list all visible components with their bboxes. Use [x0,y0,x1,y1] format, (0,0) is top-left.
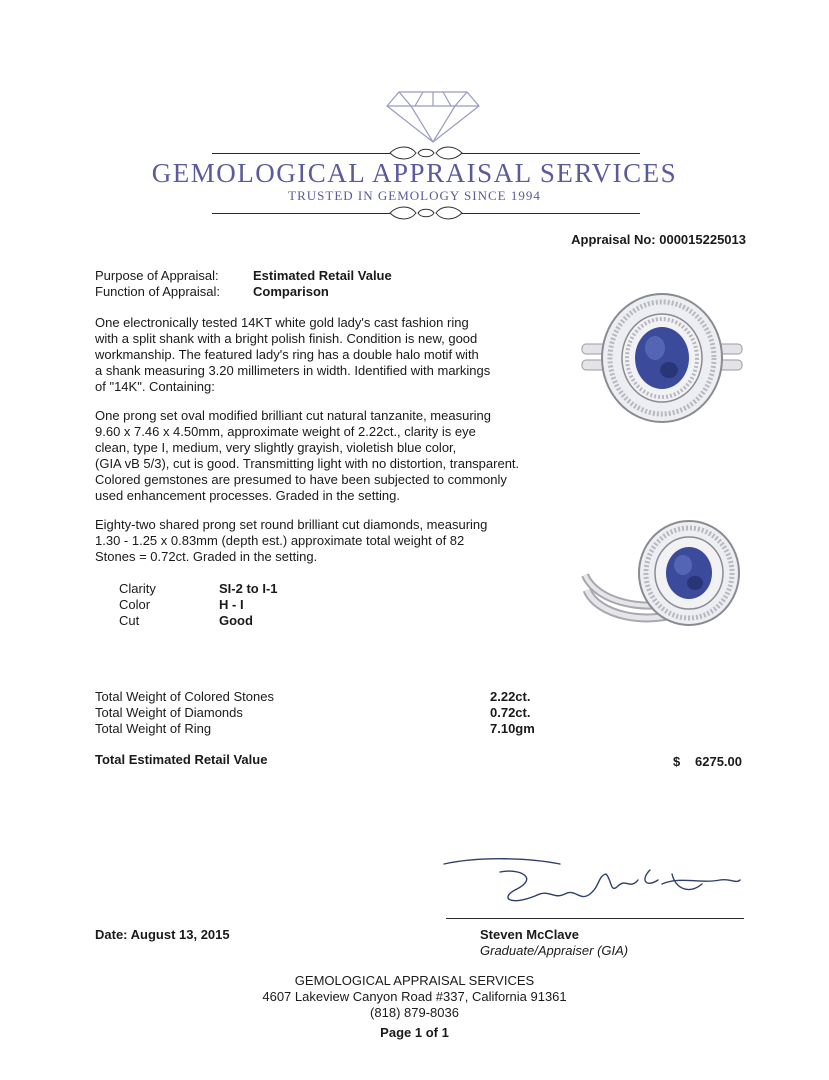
grade-label: Color [119,597,151,612]
ring-line: a shank measuring 3.20 millimeters in width. Identified with markings [95,363,491,378]
footer [0,973,829,1041]
signature-line [446,918,744,919]
total-label: Total Weight of Colored Stones [95,689,274,704]
total-label: Total Weight of Diamonds [95,705,243,720]
grade-label: Clarity [119,581,156,596]
gem-line: One prong set oval modified brilliant cut natural tanzanite, measuring [95,408,491,423]
ring-line: workmanship. The featured lady's ring has a double halo motif with [95,347,479,362]
total-value-currency: $ [673,754,681,769]
totals-table [95,689,555,737]
gem-line: 9.60 x 7.46 x 4.50mm, approximate weight of 2.22ct., clarity is eye [95,424,476,439]
page-number: Page 1 of 1 [380,1025,449,1040]
ring-angle-view-photo [577,515,747,635]
company-name: GEMOLOGICAL APPRAISAL SERVICES [151,158,678,188]
logo-rule-bottom-left [212,213,390,214]
gem-line: used enhancement processes. Graded in the setting. [95,488,400,503]
grade-label: Cut [119,613,140,628]
logo-rule-top-left [212,153,390,154]
total-value: 0.72ct. [490,705,531,720]
appraiser-name: Steven McClave [480,927,579,942]
gem-line: (GIA vB 5/3), cut is good. Transmitting light with no distortion, transparent. [95,456,520,471]
appraiser-title: Graduate/Appraiser (GIA) [480,943,629,958]
ring-top-view-photo [577,292,747,427]
total-value: 7.10gm [490,721,535,736]
logo-rule-top-right [462,153,640,154]
total-value-label: Total Estimated Retail Value [95,752,268,767]
appraisal-number: Appraisal No: 000015225013 [571,232,746,247]
footer-company: GEMOLOGICAL APPRAISAL SERVICES [294,973,535,988]
gem-description [95,408,550,504]
gem-line: Colored gemstones are presumed to have been subjected to commonly [95,472,507,487]
function-label: Function of Appraisal: [95,284,221,299]
grade-value: Good [219,613,253,628]
grade-value: H - I [219,597,244,612]
total-row [95,721,555,737]
ring-line: with a split shank with a bright polish finish. Condition is new, good [95,331,478,346]
total-label: Total Weight of Ring [95,721,212,736]
diamond-description [95,517,550,565]
grade-row [119,581,278,597]
total-value-amount: 6275.00 [695,754,742,769]
purpose-value: Estimated Retail Value [253,268,392,283]
function-value: Comparison [253,284,329,299]
grade-row [119,597,278,613]
total-row [95,705,555,721]
total-value: 2.22ct. [490,689,531,704]
diamond-icon [385,88,481,144]
total-row [95,689,555,705]
grade-row [119,613,278,629]
appraiser-signature [440,850,750,920]
grade-value: SI-2 to I-1 [219,581,278,596]
diamond-line: Eighty-two shared prong set round brilliant cut diamonds, measuring [95,517,488,532]
footer-phone: (818) 879-8036 [370,1005,459,1020]
ring-description [95,315,550,395]
ring-line: of "14K". Containing: [95,379,215,394]
diamond-line: Stones = 0.72ct. Graded in the setting. [95,549,318,564]
diamond-line: 1.30 - 1.25 x 0.83mm (depth est.) approximate total weight of 82 [95,533,465,548]
grades-table [119,581,278,629]
purpose-label: Purpose of Appraisal: [95,268,219,283]
gem-line: clean, type I, medium, very slightly grayish, violetish blue color, [95,440,457,455]
footer-address: 4607 Lakeview Canyon Road #337, California 91361 [262,989,567,1004]
ring-line: One electronically tested 14KT white gold lady's cast fashion ring [95,315,469,330]
flourish-bottom-icon [388,205,464,221]
logo-rule-bottom-right [462,213,640,214]
logo-header [0,0,829,225]
company-tagline: TRUSTED IN GEMOLOGY SINCE 1994 [288,188,541,203]
appraisal-date: Date: August 13, 2015 [95,927,230,942]
